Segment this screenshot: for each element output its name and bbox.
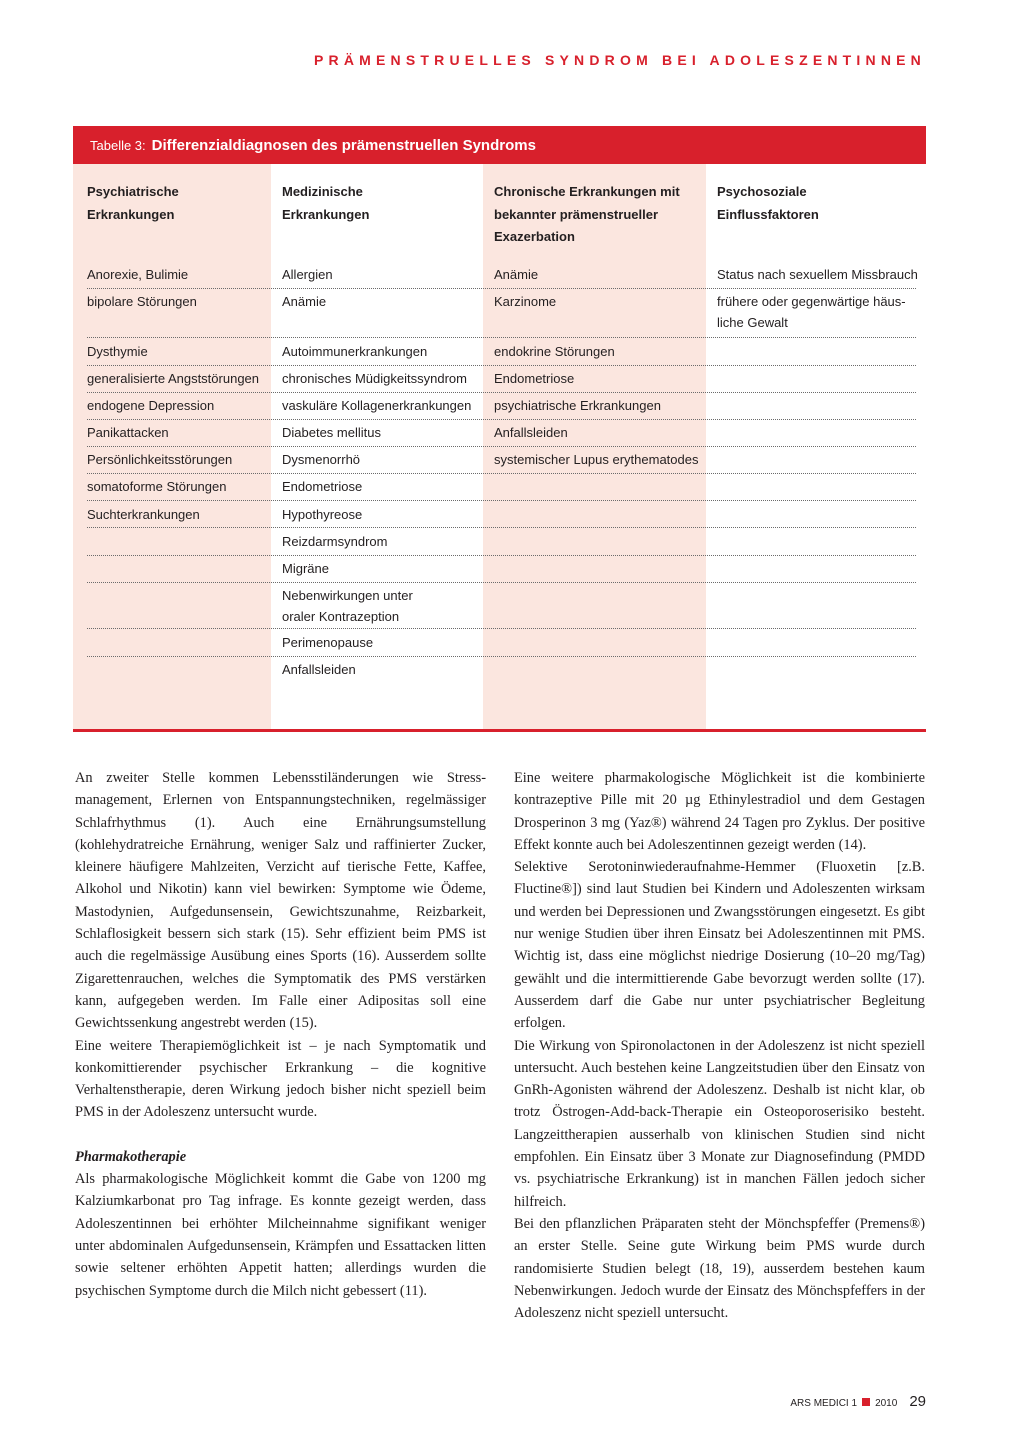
table-cell: Anfallsleiden	[282, 662, 356, 677]
row-divider	[87, 500, 916, 501]
table-cell: Suchterkrankungen	[87, 507, 200, 522]
page-number: 29	[909, 1393, 926, 1410]
row-divider	[87, 555, 916, 556]
table-cell: chronisches Müdigkeitssyndrom	[282, 371, 467, 386]
journal-year: 2010	[875, 1398, 898, 1409]
table-cell: Diabetes mellitus	[282, 425, 381, 440]
table-cell: Karzinome	[494, 294, 557, 309]
row-divider	[87, 365, 916, 366]
table-column-header: Psychiatrische Erkrankungen	[87, 184, 179, 222]
table-cell: vaskuläre Kollagenerkrankungen	[282, 398, 472, 413]
table-cell: Hypothyreose	[282, 507, 363, 522]
table-cell: psychiatrische Erkrankungen	[494, 398, 661, 413]
table-cell: Nebenwirkungen unter oraler Kontrazeption	[282, 588, 413, 624]
body-paragraph: Als pharmakologische Möglichkeit kommt die Gabe von 1200 mg Kalziumkarbonat pro Tag infrage. Es konnte gezeigt werden, dass Adoleszentinnen bei erhöhter Milcheinnahme signifikant weniger unter abdominalen Aufgedunsensein, Krämpfen und Essattacken litten sowie seltener erhöhten Appetit hatten; allerdings wurden die psychischen Symptome durch die Milch nicht gebessert (11).	[75, 1171, 486, 1299]
table-cell: Endometriose	[494, 371, 575, 386]
body-paragraph: Eine weitere Therapiemöglichkeit ist – je nach Symptomatik und konkomittierender psychischer Erkrankung – die kognitive Verhaltenstherapie, deren Wirkung jedoch bisher nicht speziell beim PMS in der Adoleszenz untersucht wurde.	[75, 1037, 486, 1121]
table-cell: Anfallsleiden	[494, 425, 568, 440]
section-subheading: Pharmakotherapie	[75, 1148, 187, 1165]
red-square-icon	[862, 1398, 870, 1406]
table-cell: systemischer Lupus erythematodes	[494, 452, 699, 467]
table-cell: frühere oder gegenwärtige häus- liche Gewalt	[717, 294, 906, 330]
table-title-bar	[73, 126, 926, 164]
body-paragraph: Selektive Serotoninwiederaufnahme-Hemmer (Fluoxetin [z.B. Fluctine®]) sind laut Studien bei Kindern und Adoleszenten wirksam und werden bei Depressionen und Zwangsstörungen eingesetzt. Es gibt nur wenige Studien über ihren Einsatz bei Adoleszentinnen mit PMS. Wichtig ist, dass eine möglichst niedrige Dosierung (10–20 mg/Tag) gewählt und die intermittierende Gabe bevorzugt werden sollte (17). Ausserdem darf die Gabe nur unter psychiatrischer Begleitung erfolgen.	[514, 859, 925, 1032]
table-cell: Status nach sexuellem Missbrauch	[717, 267, 918, 282]
table-title: Differenzialdiagnosen des prämenstruellen Syndroms	[151, 136, 536, 154]
table-cell: Dysthymie	[87, 344, 148, 359]
table-column-header: Chronische Erkrankungen mit bekannter prämenstrueller Exazerbation	[494, 184, 680, 244]
paragraph-gap	[75, 1124, 486, 1146]
table-cell: endogene Depression	[87, 398, 215, 413]
table-cell: Anämie	[494, 267, 539, 282]
table-cell: Autoimmunerkrankungen	[282, 344, 428, 359]
table-column-header: Psychosoziale Einflussfaktoren	[717, 184, 819, 222]
row-divider	[87, 628, 916, 629]
running-head: PRÄMENSTRUELLES SYNDROM BEI ADOLESZENTINNEN	[314, 52, 926, 68]
table-cell: Allergien	[282, 267, 333, 282]
journal-name: ARS MEDICI 1	[790, 1398, 858, 1409]
table-cell: bipolare Störungen	[87, 294, 197, 309]
row-divider	[87, 446, 916, 447]
table-cell: Perimenopause	[282, 635, 374, 650]
table-cell: endokrine Störungen	[494, 344, 615, 359]
body-column-left	[75, 767, 486, 1302]
table-cell: somatoforme Störungen	[87, 479, 227, 494]
table-cell: Anorexie, Bulimie	[87, 267, 189, 282]
table-cell: generalisierte Angststörungen	[87, 371, 260, 386]
table-bottom-rule	[73, 729, 926, 732]
table-cell: Anämie	[282, 294, 327, 309]
body-paragraph: Die Wirkung von Spironolactonen in der Adoleszenz ist nicht speziell untersucht. Auch bestehen keine Langzeitstudien über den Einsatz von GnRh-Agonisten während der Adoleszenz. Deshalb ist nicht klar, ob trotz Östrogen-Add-back-Therapie ein Osteoporoserisiko besteht. Langzeittherapien ausserhalb von klinischen Studien sind nicht empfohlen. Ein Einsatz über 3 Monate zur Diagnosefindung (PMDD vs. psychiatrische Erkrankung) ist in manchen Fällen jedoch sicher hilfreich.	[514, 1037, 925, 1210]
table-cell: Endometriose	[282, 479, 363, 494]
row-divider	[87, 527, 916, 528]
row-divider	[87, 582, 916, 583]
row-divider	[87, 473, 916, 474]
table-cell: Persönlichkeitsstörungen	[87, 452, 233, 467]
table-label: Tabelle 3:	[90, 137, 146, 153]
body-paragraph: Bei den pflanzlichen Präparaten steht der Mönchspfeffer (Premens®) an erster Stelle. Seine gute Wirkung beim PMS wurde durch randomisierte Studien belegt (18, 19), ausserdem bestehen kaum Nebenwirkungen. Jedoch wurde der Einsatz des Mönchspfeffers in der Adoleszenz nicht speziell untersucht.	[514, 1215, 925, 1322]
row-divider	[87, 419, 916, 420]
row-divider	[87, 337, 916, 338]
row-divider	[87, 392, 916, 393]
body-paragraph: An zweiter Stelle kommen Lebensstiländerungen wie Stressmanagement, Erlernen von Entspannungstechniken, regelmässiger Schlafrhythmus (1). Auch eine Ernährungsumstellung (kohlehydratreiche Ernährung, weniger Salz und raffinierter Zucker, kleinere häufigere Mahlzeiten, Verzicht auf tierische Fette, Kaffee, Alkohol und Nikotin) kann viel bewirken: Symptome wie Ödeme, Mastodynien, Aufgedunsensein, Gewichtszunahme, Reizbarkeit, Schlaflosigkeit bessern sich stark (15). Sehr effizient beim PMS ist auch die regelmässige Ausübung eines Sports (16). Ausserdem sollte Zigarettenrauchen, welches die Symptomatik des PMS verstärken kann, aufgegeben werden. Im Falle einer Adipositas soll eine Gewichtssenkung angestrebt werden (15).	[75, 770, 486, 1032]
table-cell: Migräne	[282, 561, 329, 576]
table-cell: Reizdarmsyndrom	[282, 534, 388, 549]
row-divider	[87, 656, 916, 657]
body-paragraph: Eine weitere pharmakologische Möglichkeit ist die kombinierte kontrazeptive Pille mit 20 µg Ethinylestradiol und dem Gestagen Drosperinon 3 mg (Yaz®) während 24 Tagen pro Zyklus. Der positive Effekt konnte auch bei Adoleszentinnen gezeigt werden (14).	[514, 770, 925, 853]
table-cell: Dysmenorrhö	[282, 452, 361, 467]
table-cell: Panikattacken	[87, 425, 169, 440]
page-footer	[790, 1393, 926, 1410]
body-column-right	[514, 767, 925, 1324]
row-divider	[87, 288, 916, 289]
table-column-header: Medizinische Erkrankungen	[282, 184, 370, 222]
